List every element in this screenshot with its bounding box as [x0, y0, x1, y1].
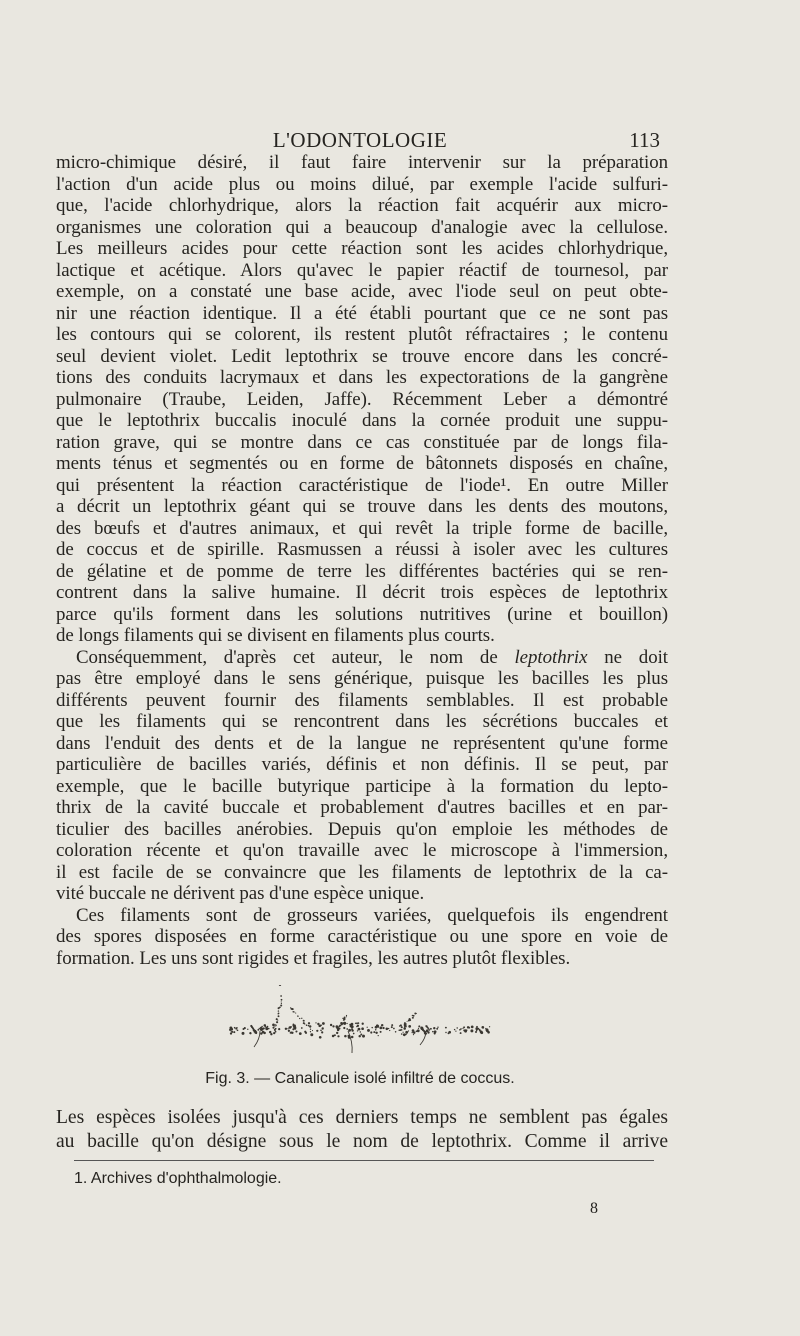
text-line: thrix de la cavité buccale et probablement d'autres bacilles et en par- — [56, 797, 668, 818]
figure-canalicule — [220, 985, 520, 1065]
text-line: Les meilleurs acides pour cette réaction sont les acides chlorhydrique, — [56, 238, 668, 259]
text-line: Ces filaments sont de grosseurs variées, quelquefois ils engendrent — [76, 904, 668, 926]
text-line: vité buccale ne dérivent pas d'une espèce unique. — [56, 883, 425, 904]
text-line: que le leptothrix buccalis inoculé dans la cornée produit une suppu- — [56, 410, 668, 431]
text-line: exemple, que le bacille butyrique participe à la formation du lepto- — [56, 775, 668, 797]
text-line: de gélatine et de pomme de terre les différentes bactéries qui se ren- — [56, 560, 668, 582]
text-line: ration grave, qui se montre dans ce cas constituée par de longs fila- — [56, 431, 668, 453]
text-line: tions des conduits lacrymaux et dans les expectorations de la gangrène — [56, 367, 668, 388]
text-line: l'action d'un acide plus ou moins dilué, par exemple l'acide sulfuri- — [56, 173, 668, 195]
text-line: qui présentent la réaction caractéristique de l'iode¹. En outre Miller — [56, 474, 668, 496]
body-text-continued — [56, 1106, 668, 1154]
text-line: Conséquemment, d'après cet auteur, le nom de leptothrix ne doit — [76, 646, 668, 668]
text-line: dans l'enduit des dents et de la langue ne représentent qu'une forme — [56, 732, 668, 754]
text-line: coloration récente et qu'on travaille avec le microscope à l'immersion, — [56, 840, 668, 861]
footnote: 1. Archives d'ophthalmologie. — [74, 1170, 282, 1187]
running-header — [60, 128, 660, 152]
running-title: L'ODONTOLOGIE — [272, 128, 448, 152]
body-text — [56, 152, 668, 969]
text-line: ments ténus et segmentés ou en forme de bâtonnets disposés en chaîne, — [56, 453, 668, 474]
text-line: de longs filaments qui se divisent en filaments plus courts. — [56, 625, 495, 646]
figure-caption: Fig. 3. — Canalicule isolé infiltré de coccus. — [205, 1070, 515, 1087]
text-line: il est facile de se convaincre que les filaments de leptothrix de la ca- — [56, 861, 668, 883]
text-line: ticulier des bacilles anérobies. Depuis qu'on emploie les méthodes de — [56, 818, 668, 840]
text-line: particulière de bacilles variés, définis et non définis. Il se peut, par — [56, 754, 668, 775]
text-line: formation. Les uns sont rigides et fragiles, les autres plutôt flexibles. — [56, 947, 571, 969]
text-line: au bacille qu'on désigne sous le nom de leptothrix. Comme il arrive — [56, 1131, 668, 1152]
text-line: pulmonaire (Traube, Leiden, Jaffe). Récemment Leber a démontré — [56, 388, 668, 410]
text-line: de coccus et de spirille. Rasmussen a réussi à isoler avec les cultures — [56, 539, 668, 560]
text-line: micro-chimique désiré, il faut faire intervenir sur la préparation — [56, 152, 668, 173]
text-line: parce qu'ils forment dans les solutions nutritives (urine et bouillon) — [56, 603, 668, 625]
signature-number: 8 — [590, 1200, 598, 1217]
text-line: seul devient violet. Ledit leptothrix se trouve encore dans les concré- — [56, 345, 668, 367]
text-line: différents peuvent fournir des filaments semblables. Il est probable — [56, 689, 668, 711]
text-line: les contours qui se colorent, ils restent plutôt réfractaires ; le contenu — [56, 324, 668, 345]
canalicule-illustration — [220, 985, 520, 1065]
text-line: lactique et acétique. Alors qu'avec le papier réactif de tournesol, par — [56, 259, 668, 281]
text-line: pas être employé dans le sens générique, puisque les bacilles les plus — [56, 668, 668, 689]
text-line: Les espèces isolées jusqu'à ces derniers temps ne semblent pas égales — [56, 1107, 668, 1128]
footnote-rule — [74, 1160, 654, 1161]
text-line: organismes une coloration qui a beaucoup d'analogie avec la cellulose. — [56, 216, 668, 238]
text-line: contrent dans la salive humaine. Il décrit trois espèces de leptothrix — [56, 582, 668, 603]
text-line: que les filaments qui se rencontrent dans les sécrétions buccales et — [56, 711, 668, 732]
text-line: nir une réaction identique. Il a été établi pourtant que ce ne sont pas — [56, 302, 668, 324]
page-number: 113 — [629, 128, 660, 152]
text-line: a décrit un leptothrix géant qui se trouve dans les dents des moutons, — [56, 496, 668, 517]
text-line: des spores disposées en forme caractéristique ou une spore en voie de — [56, 926, 668, 947]
text-line: exemple, on a constaté une base acide, avec l'iode seul on peut obte- — [56, 281, 668, 302]
text-line: des bœufs et d'autres animaux, et qui revêt la triple forme de bacille, — [56, 517, 668, 539]
text-line: que, l'acide chlorhydrique, alors la réaction fait acquérir aux micro- — [56, 195, 668, 216]
